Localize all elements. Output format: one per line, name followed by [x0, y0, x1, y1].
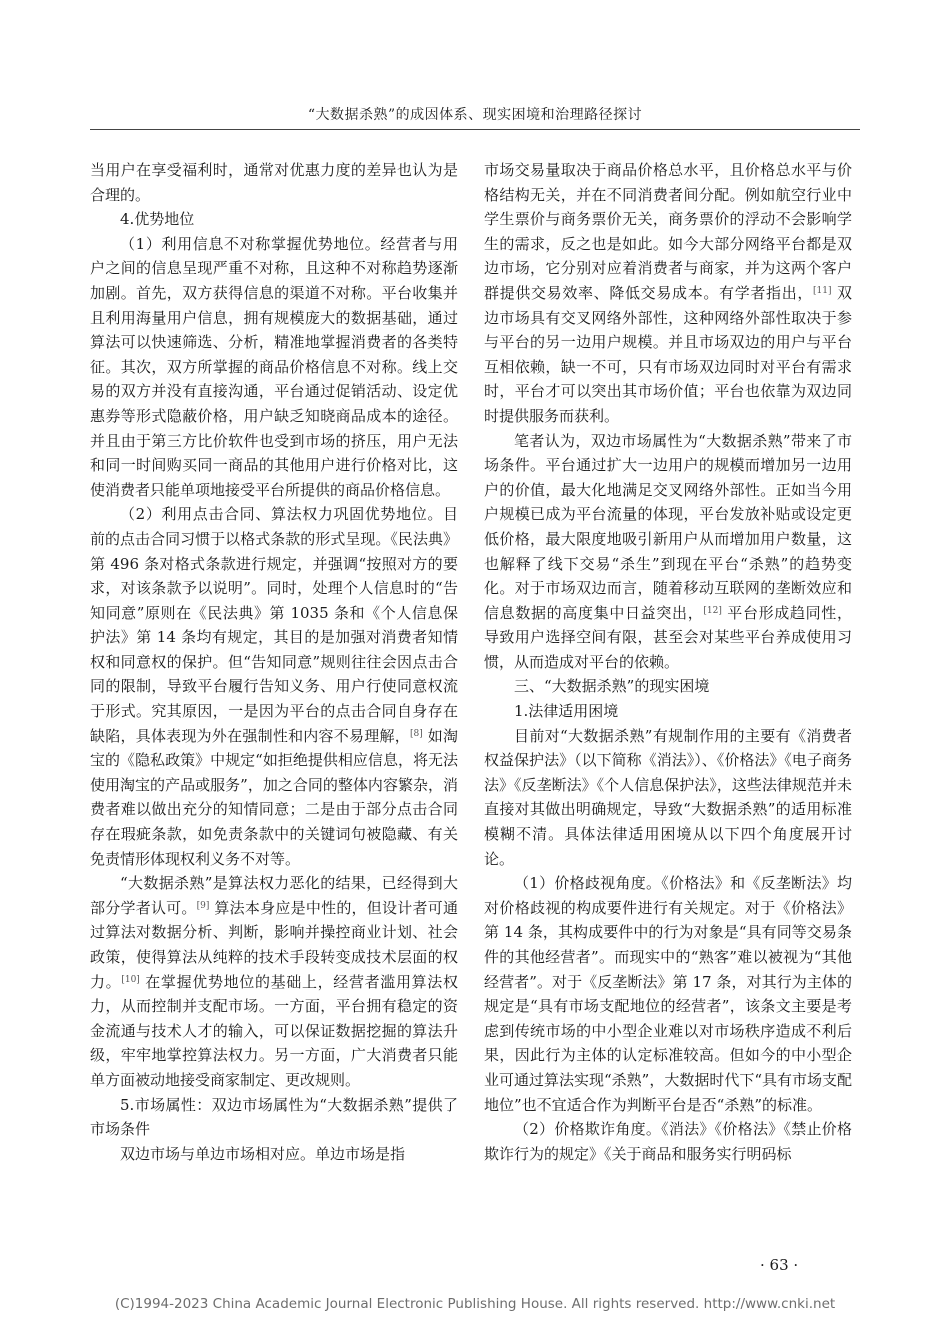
text-run: 如淘宝的《隐私政策》中规定“如拒绝提供相应信息，将无法使用淘宝的产品或服务”，加之合同的整体内容繁杂，消费者难以做出充分的知情同意；二是由于部分点击合同存在瑕疵条款，如免责条款中的关键词句被隐藏、有关免责情形体现权利义务不对等。 — [90, 726, 458, 868]
paragraph: 当用户在享受福利时，通常对优惠力度的差异也认为是合理的。 — [90, 161, 458, 204]
text-run: 平台形成趋同性，导致用户选择空间有限，甚至会对某些平台养成使用习惯，从而造成对平台的依赖。 — [484, 603, 852, 671]
paragraph: 目前对“大数据杀熟”有规制作用的主要有《消费者权益保护法》（以下简称《消法》）、《价格法》《电子商务法》《反垄断法》《个人信息保护法》，这些法律规范并未直接对其做出明确规定，导致“大数据杀熟”的适用标准模糊不清。具体法律适用困境从以下四个角度展开讨论。 — [484, 726, 852, 868]
citation-ref: [11] — [813, 285, 832, 296]
paragraph — [484, 429, 852, 675]
citation-ref: [9] — [196, 900, 210, 911]
citation-ref: [8] — [409, 728, 423, 739]
section-heading: 三、“大数据杀熟”的现实困境 — [514, 677, 710, 696]
section-heading: 4.优势地位 — [120, 210, 195, 229]
citation-ref: [12] — [703, 605, 722, 616]
paragraph: （1）价格歧视角度。《价格法》和《反垄断法》均对价格歧视的构成要件进行有关规定。对于《价格法》第 14 条，其构成要件中的行为对象是“具有同等交易条件的其他经营者”。而现实中的“熟客”难以被视为“其他经营者”。对于《反垄断法》第 17 条，对其行为主体的规定是“具有市场支配地位的经营者”，该条文主要是考虑到传统市场的中小型企业难以对市场秩序造成不利后果，因此行为主体的认定标准较高。但如今的中小型企业可通过算法实现“杀熟”，大数据时代下“具有市场支配地位”也不宜适合作为判断平台是否“杀熟”的标准。 — [484, 874, 853, 1114]
text-run: 市场交易量取决于商品价格总水平，且价格总水平与价格结构无关，并在不同消费者间分配。例如航空行业中学生票价与商务票价无关，商务票价的浮动不会影响学生的需求，反之也是如此。如今大部分网络平台都是双边市场，它分别对应着消费者与商家，并为这两个客户群提供交易效率、降低交易成本。有学者指出， — [484, 161, 852, 302]
text-run: 在掌握优势地位的基础上，经营者滥用算法权力，从而控制并支配市场。一方面，平台拥有稳定的资金流通与技术人才的输入，可以保证数据挖掘的算法升级，牢牢地掌控算法权力。另一方面，广大消费者只能单方面被动地接受商家制定、更改规则。 — [90, 972, 458, 1089]
paragraph: （1）利用信息不对称掌握优势地位。经营者与用户之间的信息呈现严重不对称，且这种不对称趋势逐渐加剧。首先，双方获得信息的渠道不对称。平台收集并且利用海量用户信息，拥有规模庞大的数据基础，通过算法可以快速筛选、分析，精准地掌握消费者的各类特征。其次，双方所掌握的商品价格信息不对称。线上交易的双方并没有直接沟通，平台通过促销活动、设定优惠券等形式隐蔽价格，用户缺乏知晓商品成本的途径。并且由于第三方比价软件也受到市场的挤压，用户无法和同一时间购买同一商品的其他用户进行价格对比，这使消费者只能单项地接受平台所提供的商品价格信息。 — [90, 234, 458, 499]
paragraph — [484, 158, 852, 429]
citation-ref: [10] — [121, 974, 140, 985]
paragraph — [90, 871, 458, 1092]
page-number: · 63 · — [760, 1256, 799, 1274]
running-title: “大数据杀熟”的成因体系、现实困境和治理路径探讨 — [307, 107, 643, 123]
section-heading: 5.市场属性：双边市场属性为“大数据杀熟”提供了市场条件 — [90, 1095, 458, 1139]
text-run: 算法本身应是中性的，但设计者可通过算法对数据分析、判断，影响并操控商业计划、社会政策，使得算法从纯粹的技术手段转变成技术层面的权力。 — [90, 898, 458, 991]
text-run: 笔者认为，双边市场属性为“大数据杀熟”带来了市场条件。平台通过扩大一边用户的规模而增加另一边用户的价值，最大化地满足交叉网络外部性。正如当今用户规模已成为平台流量的体现，平台发放补贴或设定更低价格，最大限度地吸引新用户从而增加用户数量，这也解释了线下交易“杀生”到现在平台“杀熟”的趋势变化。对于市场双边而言，随着移动互联网的垄断效应和信息数据的高度集中日益突出， — [484, 431, 852, 622]
paragraph — [90, 502, 458, 871]
paragraph: 双边市场与单边市场相对应。单边市场是指 — [120, 1144, 406, 1163]
header-rule — [90, 129, 860, 130]
text-run: “大数据杀熟”是算法权力恶化的结果，已经得到大部分学者认可。 — [90, 874, 458, 917]
text-run: （2）利用点击合同、算法权力巩固优势地位。目前的点击合同习惯于以格式条款的形式呈现。《民法典》第 496 条对格式条款进行规定，并强调“按照对方的要求，对该条款予以说明”。同时，处理个人信息时的“告知同意”原则在《民法典》第 1035 条和《个人信息保护法》第 14 条均有规定，其目的是加强对消费者知情权和同意权的保护。但“告知同意”规则往往会因点击合同的限制，导致平台履行告知义务、用户行使同意权流于形式。究其原因，一是因为平台的点击合同自身存在缺陷，具体表现为外在强制性和内容不易理解， — [90, 505, 458, 745]
left-column — [90, 158, 458, 1166]
text-run: 双边市场具有交叉网络外部性，这种网络外部性取决于参与平台的另一边用户规模。并且市场双边的用户与平台互相依赖，缺一不可，只有市场双边同时对平台有需求时，平台才可以突出其市场价值；平台也依靠为双边同时提供服务而获利。 — [484, 283, 852, 425]
copyright-footer: (C)1994-2023 China Academic Journal Electronic Publishing House. All rights reserved. http://www.cnki.net — [114, 1296, 836, 1312]
paragraph: （2）价格欺诈角度。《消法》《价格法》《禁止价格欺诈行为的规定》《关于商品和服务实行明码标 — [484, 1120, 852, 1163]
subsection-heading: 1.法律适用困境 — [514, 702, 619, 721]
right-column — [484, 158, 852, 1166]
